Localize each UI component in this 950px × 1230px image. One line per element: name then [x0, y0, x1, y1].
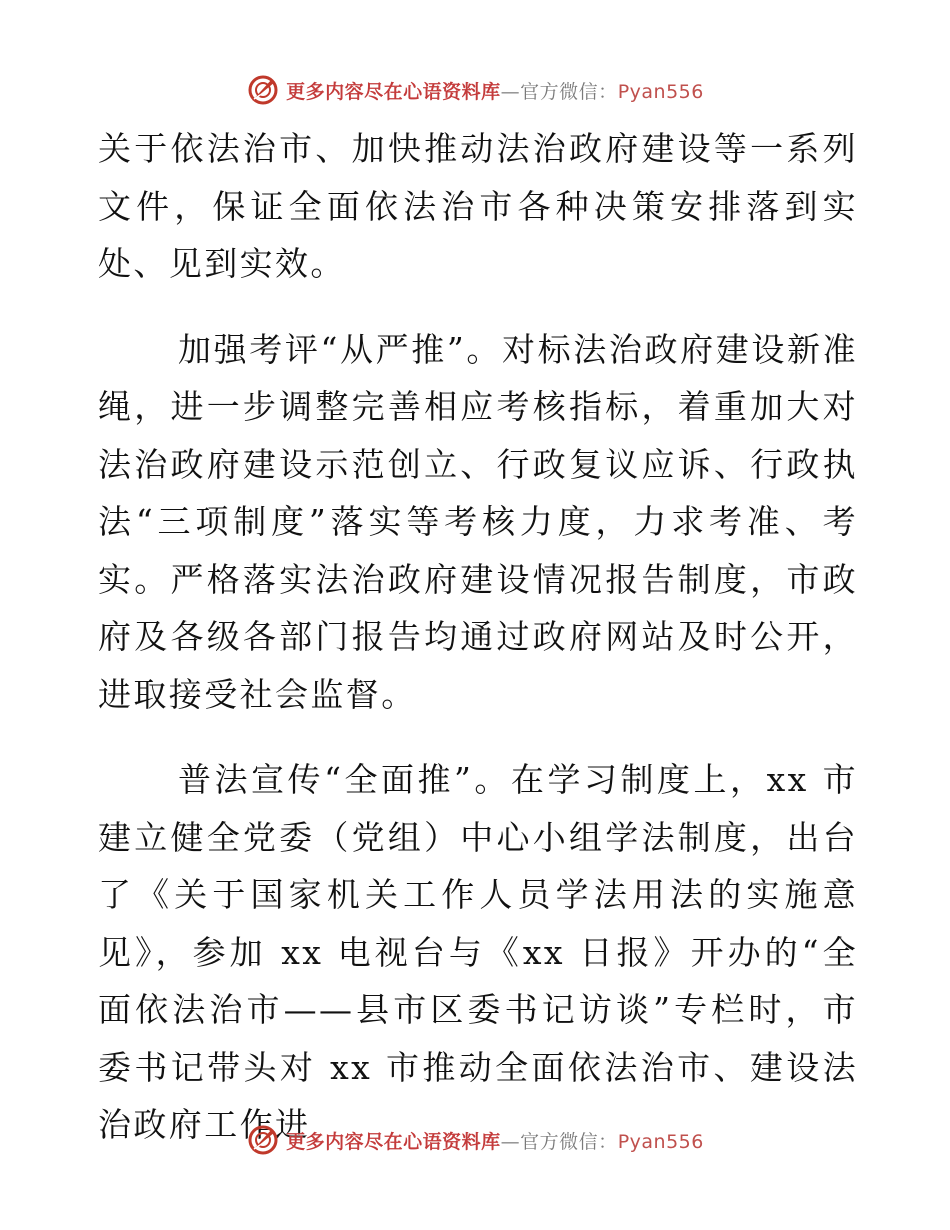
- footer-banner: [0, 1120, 950, 1160]
- paragraph-assessment: 加强考评“从严推”。对标法治政府建设新准绳，进一步调整完善相应考核指标，着重加大对法治政府建设示范创立、行政复议应诉、行政执法“三项制度”落实等考核力度，力求考准、考实。严格落实法治政府建设情况报告制度，市政府及各级各部门报告均通过政府网站及时公开，进取接受社会监督。: [98, 329, 858, 714]
- header-banner-wechat-id: Pyan556: [617, 80, 704, 103]
- paragraph-continuation: 关于依法治市、加快推动法治政府建设等一系列文件，保证全面依法治市各种决策安排落到实处、见到实效。: [98, 129, 858, 283]
- header-banner-label: 更多内容尽在心语资料库: [286, 80, 501, 103]
- header-banner-official: 官方微信：: [520, 80, 618, 103]
- document-body: [98, 120, 858, 1154]
- footer-banner-official: 官方微信：: [520, 1130, 618, 1153]
- footer-banner-dash: —: [500, 1130, 521, 1153]
- header-banner-text: [286, 77, 704, 104]
- quill-logo-icon: [246, 1123, 280, 1157]
- paragraph-legal-publicity: 普法宣传“全面推”。在学习制度上，xx 市建立健全党委（党组）中心小组学法制度，出台了《关于国家机关工作人员学法用法的实施意见》，参加 xx 电视台与《xx 日报》开办的“全面依法治市——县市区委书记访谈”专栏时，市委书记带头对 xx 市推动全面依法治市、建设法治政府工作进: [98, 760, 858, 1144]
- header-banner-dash: —: [500, 80, 521, 103]
- header-banner: [0, 70, 950, 110]
- footer-banner-text: [286, 1127, 704, 1154]
- footer-banner-label: 更多内容尽在心语资料库: [286, 1130, 501, 1153]
- quill-logo-icon: [246, 73, 280, 107]
- footer-banner-wechat-id: Pyan556: [617, 1130, 704, 1153]
